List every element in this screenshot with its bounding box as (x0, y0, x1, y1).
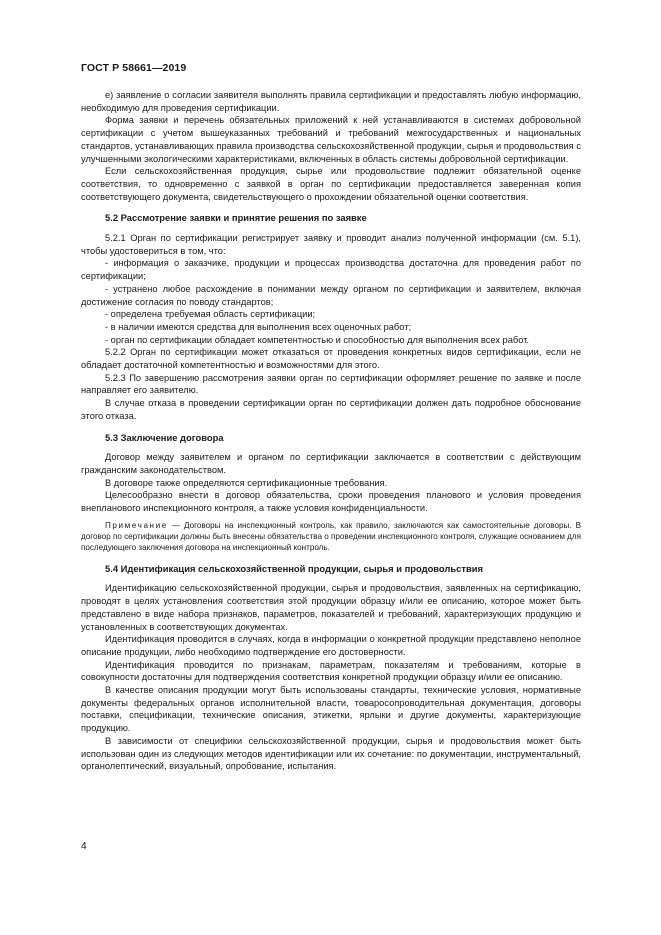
list-item: - орган по сертификации обладает компетентностью и способностью для выполнения всех работ. (105, 334, 529, 345)
paragraph: Идентификацию сельскохозяйственной продукции, сырья и продовольствия, заявленных на сертификацию, проводят в целях установления соответствия этой продукции образцу и/или ее описанию, которое может быть представлено в виде набора признаков, параметров, показателей и требований, характеризующих продукцию и установленных в соответствующих документах. (81, 583, 581, 632)
paragraph: 5.2.1 Орган по сертификации регистрирует заявку и проводит анализ полученной информации (см. 5.1), чтобы удостовериться в том, что: (81, 233, 581, 256)
paragraph: Идентификация проводится в случаях, когда в информации о конкретной продукции представлено неполное описание продукции, либо необходимо подтверждение его достоверности. (81, 634, 581, 657)
paragraph: Если сельскохозяйственная продукция, сырье или продовольствие подлежит обязательной оценке соответствия, то одновременно с заявкой в орган по сертификации предоставляется заверенная копия соответствующего документа, свидетельствующего о прохождении обязательной оценки соответствия. (81, 166, 581, 202)
paragraph: В договоре также определяются сертификационные требования. (105, 477, 388, 488)
section-heading-5-4: 5.4 Идентификация сельскохозяйственной продукции, сырья и продовольствия (105, 562, 483, 574)
paragraph: 5.2.3 По завершению рассмотрения заявки орган по сертификации оформляет решение по заявке и после направляет его заявителю. (81, 372, 581, 396)
paragraph: Договор между заявителем и органом по сертификации заключается в соответствии с действующим гражданским законодательством. (81, 452, 581, 475)
list-item: - определена требуемая область сертификации; (105, 309, 316, 320)
list-item: - в наличии имеются средства для выполнения всех оценочных работ; (105, 321, 412, 332)
paragraph: В случае отказа в проведении сертификации орган по сертификации должен дать подробное обоснование этого отказа. (81, 398, 581, 421)
paragraph: В качестве описания продукции могут быть использованы стандарты, технические условия, нормативные документы федеральных органов исполнительной власти, товаросопроводительная документация, договоры поставки, спецификации, технические описания, этикетки, ярлыки и другие документы, характеризующие продукцию. (81, 685, 581, 734)
paragraph: В зависимости от специфики сельскохозяйственной продукции, сырья и продовольствия может быть использован один из следующих методов идентификации или их сочетание: по документации, инструментальный, органолептический, визуальный, опробование, испытания. (81, 735, 581, 772)
section-heading-5-2: 5.2 Рассмотрение заявки и принятие решения по заявке (105, 212, 367, 224)
paragraph: Форма заявки и перечень обязательных приложений к ней устанавливаются в системах добровольной сертификации с учетом вышеуказанных требований и требований межгосударственных и национальных стандартов, устанавливающих правила производства сельскохозяйственной продукции, сырья и продовольствия с улучшенными экологическими характеристиками, включенных в область системы добровольной сертификации. (81, 115, 581, 164)
page-number: 4 (81, 841, 87, 852)
document-header: ГОСТ Р 58661—2019 (81, 62, 187, 74)
list-item: - устранено любое расхождение в понимании между органом по сертификации и заявителем, включая достижение согласия по поводу стандартов; (81, 283, 581, 307)
note-text: — Договоры на инспекционный контроль, как правило, заключаются как самостоятельные договоры. В договор по сертификации должны быть внесены обязательства о проведении инспекционного контроля, служащие основанием для последующего заключения договора на инспекционный контроль. (81, 520, 581, 553)
paragraph: 5.2.2 Орган по сертификации может отказаться от проведения конкретных видов сертификации, если не обладает достаточной компетентностью и возможностями для этого. (81, 347, 581, 371)
section-heading-5-3: 5.3 Заключение договора (105, 431, 224, 443)
list-item: - информация о заказчике, продукции и процессах производства достаточна для проведения работ по сертификации; (81, 258, 581, 282)
paragraph: Целесообразно внести в договор обязательства, сроки проведения планового и условия проведения внепланового инспекционного контроля, а также условия конфиденциальности. (81, 490, 581, 514)
note (81, 520, 581, 554)
paragraph: е) заявление о согласии заявителя выполнять правила сертификации и предоставлять любую информацию, необходимую для проведения сертификации. (81, 90, 581, 113)
note-label: Примечание (105, 520, 168, 530)
paragraph: Идентификация проводится по признакам, параметрам, показателям и требованиям, которые в совокупности достаточны для подтверждения соответствия конкретной продукции образцу и/или ее описанию. (81, 659, 581, 683)
document-body (81, 89, 581, 773)
